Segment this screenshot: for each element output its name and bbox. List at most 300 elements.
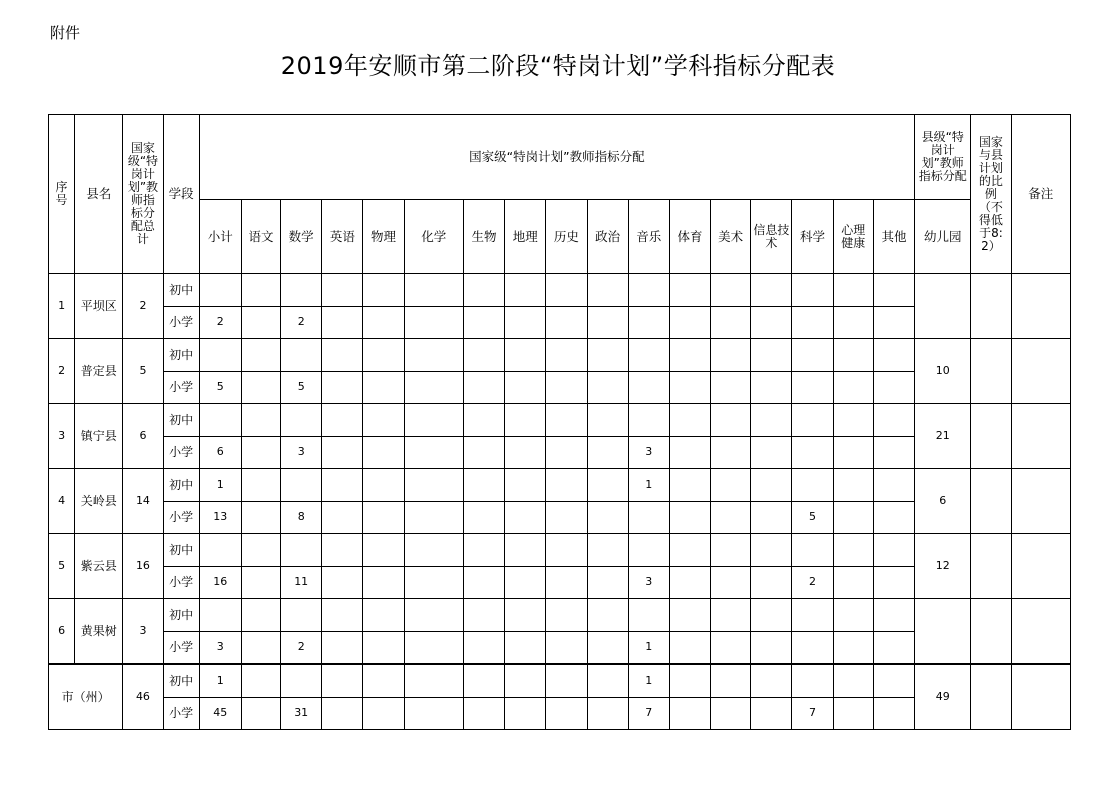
row-kindergarten: 21 <box>915 404 971 469</box>
row-remarks <box>1011 469 1070 534</box>
data-cell <box>546 404 587 437</box>
total-label: 市（州） <box>49 664 123 730</box>
data-cell: 1 <box>628 664 669 697</box>
data-cell <box>241 371 280 404</box>
header-national-total: 国家级“特岗计划”教师指标分配总计 <box>123 115 163 274</box>
data-cell <box>463 501 504 534</box>
data-cell <box>241 404 280 437</box>
data-cell: 3 <box>199 631 241 664</box>
data-cell <box>833 664 873 697</box>
row-kindergarten: 6 <box>915 469 971 534</box>
data-cell <box>463 631 504 664</box>
data-cell <box>711 274 751 307</box>
data-cell <box>873 566 914 599</box>
data-cell: 1 <box>199 469 241 502</box>
data-cell <box>363 664 404 697</box>
data-cell: 8 <box>281 501 322 534</box>
data-cell <box>241 469 280 502</box>
header-national-group: 国家级“特岗计划”教师指标分配 <box>199 115 914 200</box>
data-cell <box>546 436 587 469</box>
data-cell: 6 <box>199 436 241 469</box>
data-cell <box>587 274 628 307</box>
data-cell <box>241 566 280 599</box>
data-cell <box>711 469 751 502</box>
data-cell <box>281 599 322 632</box>
data-cell <box>404 534 463 567</box>
data-cell: 45 <box>199 697 241 730</box>
data-cell <box>322 631 363 664</box>
data-cell <box>322 339 363 372</box>
data-cell <box>463 469 504 502</box>
data-cell <box>587 501 628 534</box>
data-cell <box>241 534 280 567</box>
data-cell <box>404 469 463 502</box>
data-cell <box>751 339 792 372</box>
row-remarks <box>1011 339 1070 404</box>
data-cell <box>404 664 463 697</box>
row-kindergarten: 12 <box>915 534 971 599</box>
data-cell <box>792 436 833 469</box>
data-cell: 31 <box>281 697 322 730</box>
table-row <box>49 469 1071 502</box>
data-cell <box>505 501 546 534</box>
data-cell: 13 <box>199 501 241 534</box>
row-kindergarten <box>915 599 971 665</box>
data-cell <box>322 664 363 697</box>
data-cell <box>463 599 504 632</box>
row-seq: 2 <box>49 339 75 404</box>
header-subject: 英语 <box>322 200 363 274</box>
data-cell <box>711 697 751 730</box>
row-kindergarten: 10 <box>915 339 971 404</box>
data-cell <box>587 469 628 502</box>
data-cell <box>404 501 463 534</box>
data-cell <box>833 697 873 730</box>
data-cell <box>363 306 404 339</box>
data-cell <box>322 501 363 534</box>
data-cell <box>322 534 363 567</box>
row-national-total: 46 <box>123 664 163 730</box>
data-cell <box>505 697 546 730</box>
data-cell <box>792 631 833 664</box>
header-kindergarten: 幼儿园 <box>915 200 971 274</box>
data-cell <box>281 404 322 437</box>
stage-primary: 小学 <box>163 306 199 339</box>
header-subject: 小计 <box>199 200 241 274</box>
data-cell <box>281 469 322 502</box>
data-cell <box>587 664 628 697</box>
data-cell <box>792 306 833 339</box>
data-cell <box>546 469 587 502</box>
data-cell <box>505 339 546 372</box>
data-cell <box>322 371 363 404</box>
data-cell <box>833 631 873 664</box>
table-row <box>49 664 1071 697</box>
data-cell <box>873 469 914 502</box>
data-cell <box>628 599 669 632</box>
data-cell <box>751 599 792 632</box>
data-cell <box>463 436 504 469</box>
data-cell <box>873 631 914 664</box>
header-subject: 物理 <box>363 200 404 274</box>
data-cell <box>463 566 504 599</box>
data-cell <box>711 339 751 372</box>
data-cell <box>404 566 463 599</box>
data-cell <box>199 599 241 632</box>
data-cell <box>505 631 546 664</box>
data-cell <box>241 306 280 339</box>
data-cell <box>751 469 792 502</box>
data-cell <box>711 436 751 469</box>
data-cell <box>833 371 873 404</box>
row-national-total: 6 <box>123 404 163 469</box>
data-cell <box>833 436 873 469</box>
stage-primary: 小学 <box>163 697 199 730</box>
data-cell <box>322 469 363 502</box>
data-cell <box>587 534 628 567</box>
data-cell <box>322 306 363 339</box>
header-subject: 体育 <box>669 200 710 274</box>
stage-primary: 小学 <box>163 371 199 404</box>
data-cell <box>669 631 710 664</box>
data-cell: 11 <box>281 566 322 599</box>
row-ratio <box>971 469 1011 534</box>
data-cell <box>404 274 463 307</box>
data-cell <box>199 404 241 437</box>
data-cell <box>463 339 504 372</box>
data-cell <box>873 339 914 372</box>
data-cell <box>711 306 751 339</box>
data-cell: 5 <box>792 501 833 534</box>
row-ratio <box>971 534 1011 599</box>
row-county: 普定县 <box>75 339 123 404</box>
data-cell <box>404 371 463 404</box>
data-cell <box>505 306 546 339</box>
data-cell: 7 <box>792 697 833 730</box>
data-cell: 3 <box>628 436 669 469</box>
data-cell <box>711 566 751 599</box>
attachment-label: 附件 <box>50 24 81 42</box>
data-cell <box>873 534 914 567</box>
stage-junior: 初中 <box>163 599 199 632</box>
data-cell <box>505 274 546 307</box>
data-cell: 3 <box>628 566 669 599</box>
header-county-level: 县级“特岗计划”教师指标分配 <box>915 115 971 200</box>
data-cell <box>873 664 914 697</box>
data-cell <box>792 469 833 502</box>
header-subject: 科学 <box>792 200 833 274</box>
data-cell <box>363 436 404 469</box>
stage-junior: 初中 <box>163 664 199 697</box>
data-cell <box>587 599 628 632</box>
data-cell <box>322 404 363 437</box>
header-subject: 生物 <box>463 200 504 274</box>
header-subject: 数学 <box>281 200 322 274</box>
data-cell <box>587 566 628 599</box>
data-cell <box>751 371 792 404</box>
row-national-total: 2 <box>123 274 163 339</box>
data-cell <box>404 631 463 664</box>
row-remarks <box>1011 404 1070 469</box>
header-stage: 学段 <box>163 115 199 274</box>
data-cell <box>711 664 751 697</box>
data-cell <box>873 404 914 437</box>
table-row <box>49 274 1071 307</box>
header-county: 县名 <box>75 115 123 274</box>
data-cell <box>463 404 504 437</box>
stage-junior: 初中 <box>163 534 199 567</box>
row-national-total: 14 <box>123 469 163 534</box>
header-subject: 美术 <box>711 200 751 274</box>
data-cell <box>792 599 833 632</box>
data-cell <box>711 534 751 567</box>
data-cell <box>628 274 669 307</box>
data-cell <box>404 404 463 437</box>
data-cell <box>363 501 404 534</box>
row-kindergarten: 49 <box>915 664 971 730</box>
data-cell <box>751 566 792 599</box>
header-subject: 信息技术 <box>751 200 792 274</box>
data-cell <box>669 664 710 697</box>
data-cell <box>281 664 322 697</box>
data-cell <box>363 469 404 502</box>
row-county: 紫云县 <box>75 534 123 599</box>
row-remarks <box>1011 274 1070 339</box>
data-cell <box>363 599 404 632</box>
data-cell <box>711 501 751 534</box>
row-national-total: 5 <box>123 339 163 404</box>
data-cell <box>241 664 280 697</box>
row-seq: 3 <box>49 404 75 469</box>
table-row <box>49 339 1071 372</box>
data-cell <box>873 274 914 307</box>
data-cell <box>833 534 873 567</box>
data-cell <box>199 339 241 372</box>
data-cell <box>669 436 710 469</box>
data-cell <box>751 306 792 339</box>
data-cell <box>669 534 710 567</box>
row-remarks <box>1011 534 1070 599</box>
data-cell <box>322 436 363 469</box>
row-national-total: 3 <box>123 599 163 665</box>
data-cell <box>363 274 404 307</box>
data-cell <box>404 436 463 469</box>
data-cell <box>587 371 628 404</box>
row-county: 黄果树 <box>75 599 123 665</box>
data-cell <box>669 371 710 404</box>
data-cell <box>241 436 280 469</box>
data-cell <box>363 534 404 567</box>
data-cell <box>833 566 873 599</box>
data-cell <box>199 534 241 567</box>
data-cell <box>669 404 710 437</box>
data-cell <box>404 306 463 339</box>
allocation-table <box>48 114 1071 730</box>
row-county: 关岭县 <box>75 469 123 534</box>
data-cell <box>833 274 873 307</box>
stage-junior: 初中 <box>163 339 199 372</box>
data-cell: 3 <box>281 436 322 469</box>
data-cell <box>546 566 587 599</box>
data-cell <box>546 501 587 534</box>
row-seq: 6 <box>49 599 75 665</box>
data-cell <box>628 534 669 567</box>
stage-primary: 小学 <box>163 566 199 599</box>
data-cell <box>463 697 504 730</box>
data-cell: 7 <box>628 697 669 730</box>
row-seq: 1 <box>49 274 75 339</box>
data-cell <box>546 274 587 307</box>
row-remarks <box>1011 664 1070 730</box>
data-cell <box>363 339 404 372</box>
data-cell <box>792 274 833 307</box>
data-cell <box>505 534 546 567</box>
data-cell <box>546 306 587 339</box>
row-ratio <box>971 339 1011 404</box>
data-cell <box>241 274 280 307</box>
row-kindergarten <box>915 274 971 339</box>
data-cell <box>505 371 546 404</box>
header-subject: 心理健康 <box>833 200 873 274</box>
data-cell <box>833 339 873 372</box>
header-subject: 其他 <box>873 200 914 274</box>
data-cell <box>322 697 363 730</box>
data-cell <box>199 274 241 307</box>
data-cell <box>711 404 751 437</box>
data-cell: 1 <box>199 664 241 697</box>
data-cell <box>751 436 792 469</box>
data-cell <box>873 501 914 534</box>
header-subject: 化学 <box>404 200 463 274</box>
data-cell <box>281 274 322 307</box>
data-cell <box>463 306 504 339</box>
data-cell: 1 <box>628 631 669 664</box>
data-cell: 2 <box>281 631 322 664</box>
data-cell: 5 <box>199 371 241 404</box>
data-cell: 2 <box>281 306 322 339</box>
data-cell <box>505 404 546 437</box>
data-cell <box>546 697 587 730</box>
header-ratio: 国家与县计划的比例（不得低于8:2） <box>971 115 1011 274</box>
data-cell <box>587 306 628 339</box>
data-cell <box>751 501 792 534</box>
stage-junior: 初中 <box>163 469 199 502</box>
data-cell <box>587 339 628 372</box>
stage-primary: 小学 <box>163 631 199 664</box>
row-ratio <box>971 274 1011 339</box>
data-cell <box>505 566 546 599</box>
data-cell <box>587 404 628 437</box>
row-seq: 4 <box>49 469 75 534</box>
data-cell <box>322 274 363 307</box>
data-cell <box>363 404 404 437</box>
data-cell <box>792 534 833 567</box>
data-cell <box>463 274 504 307</box>
data-cell <box>792 371 833 404</box>
data-cell <box>404 339 463 372</box>
data-cell <box>587 697 628 730</box>
data-cell <box>669 697 710 730</box>
data-cell: 1 <box>628 469 669 502</box>
table-row <box>49 534 1071 567</box>
data-cell <box>587 631 628 664</box>
data-cell <box>363 697 404 730</box>
stage-primary: 小学 <box>163 436 199 469</box>
data-cell <box>628 371 669 404</box>
stage-junior: 初中 <box>163 404 199 437</box>
page-title: 2019年安顺市第二阶段“特岗计划”学科指标分配表 <box>280 52 836 80</box>
data-cell <box>241 599 280 632</box>
data-cell <box>587 436 628 469</box>
row-ratio <box>971 404 1011 469</box>
data-cell <box>363 371 404 404</box>
data-cell <box>628 404 669 437</box>
data-cell <box>833 306 873 339</box>
data-cell <box>792 404 833 437</box>
data-cell <box>792 664 833 697</box>
data-cell <box>669 501 710 534</box>
data-cell <box>241 339 280 372</box>
data-cell <box>751 534 792 567</box>
data-cell <box>792 339 833 372</box>
data-cell <box>505 469 546 502</box>
data-cell <box>322 566 363 599</box>
data-cell <box>463 371 504 404</box>
data-cell <box>751 631 792 664</box>
data-cell <box>669 566 710 599</box>
data-cell <box>873 697 914 730</box>
data-cell: 16 <box>199 566 241 599</box>
data-cell <box>751 404 792 437</box>
data-cell <box>711 371 751 404</box>
data-cell <box>711 631 751 664</box>
data-cell <box>833 469 873 502</box>
data-cell <box>833 404 873 437</box>
data-cell <box>241 631 280 664</box>
row-county: 镇宁县 <box>75 404 123 469</box>
header-remarks: 备注 <box>1011 115 1070 274</box>
header-row-2 <box>49 200 1071 274</box>
data-cell <box>833 501 873 534</box>
data-cell <box>873 436 914 469</box>
data-cell <box>873 371 914 404</box>
data-cell <box>873 599 914 632</box>
header-subject: 语文 <box>241 200 280 274</box>
data-cell <box>546 664 587 697</box>
data-cell <box>241 697 280 730</box>
header-subject: 政治 <box>587 200 628 274</box>
data-cell <box>363 566 404 599</box>
header-subject: 历史 <box>546 200 587 274</box>
row-ratio <box>971 599 1011 665</box>
data-cell <box>322 599 363 632</box>
data-cell <box>404 697 463 730</box>
row-national-total: 16 <box>123 534 163 599</box>
data-cell <box>669 306 710 339</box>
header-row-1 <box>49 115 1071 200</box>
data-cell <box>463 534 504 567</box>
data-cell <box>669 469 710 502</box>
stage-junior: 初中 <box>163 274 199 307</box>
data-cell <box>833 599 873 632</box>
data-cell <box>546 631 587 664</box>
data-cell <box>505 436 546 469</box>
header-subject: 音乐 <box>628 200 669 274</box>
data-cell <box>404 599 463 632</box>
data-cell <box>546 339 587 372</box>
table-row <box>49 404 1071 437</box>
data-cell <box>669 339 710 372</box>
